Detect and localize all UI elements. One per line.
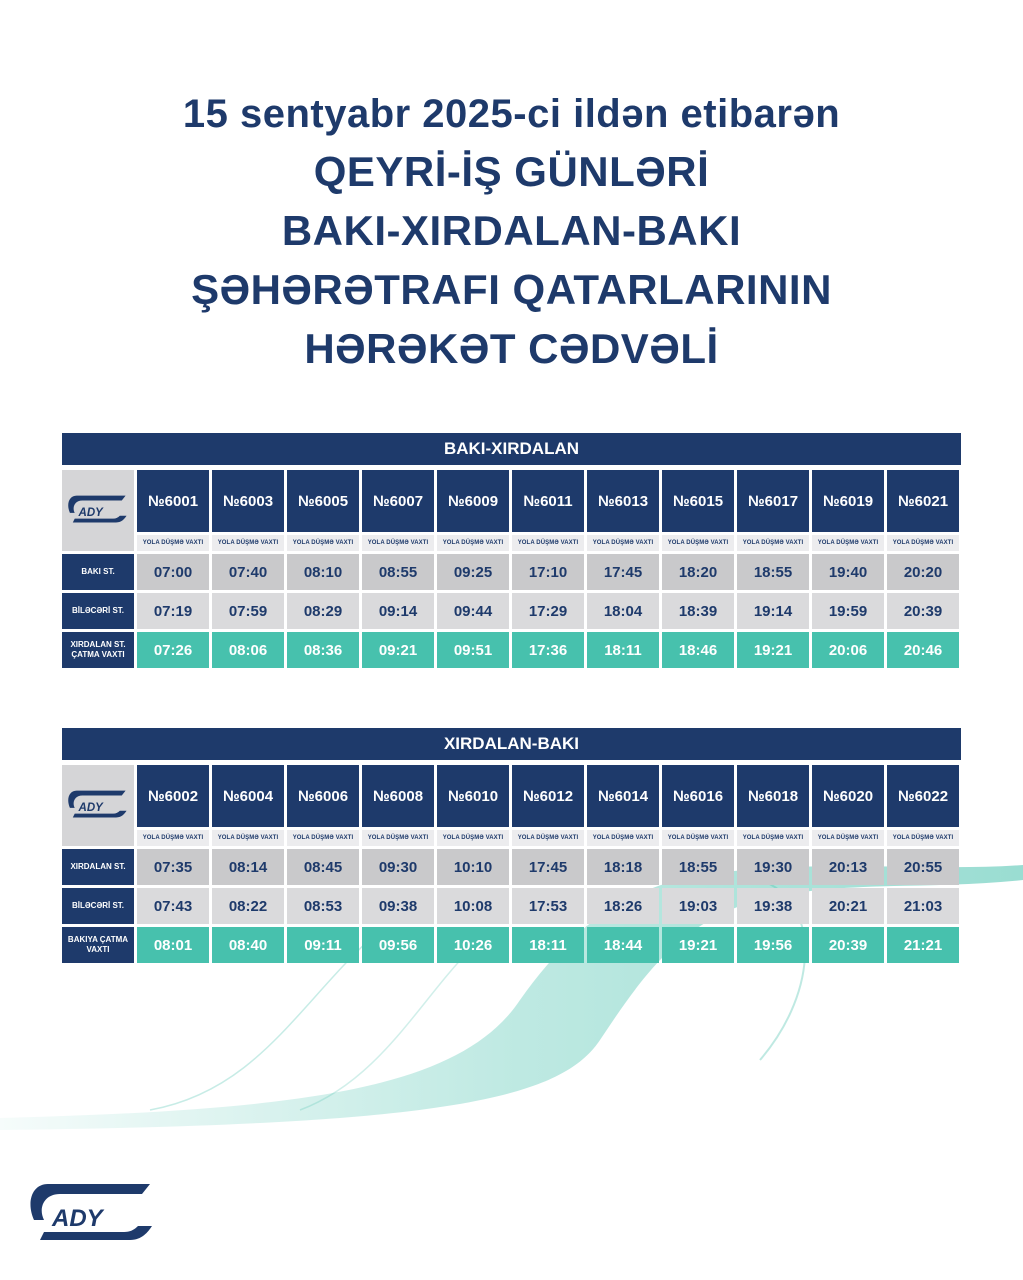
time-cell: 10:26 xyxy=(437,927,509,963)
time-cell: 17:45 xyxy=(587,554,659,590)
time-cell: 19:21 xyxy=(662,927,734,963)
schedule-xirdalan-baki xyxy=(62,728,961,963)
time-cell: 19:40 xyxy=(812,554,884,590)
time-cell: 08:29 xyxy=(287,593,359,629)
time-cell: 10:10 xyxy=(437,849,509,885)
title-days: QEYRİ-İŞ GÜNLƏRİ xyxy=(313,148,710,195)
ady-logo xyxy=(62,470,134,551)
departure-label: YOLA DÜŞMƏ VAXTI xyxy=(212,535,284,551)
train-number: №6013 xyxy=(587,470,659,532)
title-suburban: ŞƏHƏRƏTRAFI QATARLARININ xyxy=(191,266,832,313)
train-number: №6010 xyxy=(437,765,509,827)
train-number: №6003 xyxy=(212,470,284,532)
departure-label: YOLA DÜŞMƏ VAXTI xyxy=(587,830,659,846)
schedule-heading: BAKI-XIRDALAN xyxy=(62,433,961,465)
train-number: №6006 xyxy=(287,765,359,827)
time-cell: 19:21 xyxy=(737,632,809,668)
time-cell: 07:35 xyxy=(137,849,209,885)
departure-label: YOLA DÜŞMƏ VAXTI xyxy=(437,535,509,551)
time-cell: 07:00 xyxy=(137,554,209,590)
schedule-grid xyxy=(62,470,961,668)
train-number: №6002 xyxy=(137,765,209,827)
departure-label: YOLA DÜŞMƏ VAXTI xyxy=(362,830,434,846)
train-number: №6012 xyxy=(512,765,584,827)
title-date: 15 sentyabr 2025-ci ildən etibarən xyxy=(182,92,841,136)
ady-logo-icon xyxy=(30,1180,155,1252)
time-cell: 08:40 xyxy=(212,927,284,963)
train-number: №6007 xyxy=(362,470,434,532)
time-cell: 18:44 xyxy=(587,927,659,963)
ady-logo xyxy=(62,765,134,846)
time-cell: 08:10 xyxy=(287,554,359,590)
train-number: №6004 xyxy=(212,765,284,827)
train-number: №6011 xyxy=(512,470,584,532)
title-block xyxy=(0,86,1023,378)
time-cell: 17:53 xyxy=(512,888,584,924)
time-cell: 07:40 xyxy=(212,554,284,590)
schedule-grid xyxy=(62,765,961,963)
time-cell: 09:51 xyxy=(437,632,509,668)
footer-logo xyxy=(30,1180,155,1257)
time-cell: 21:03 xyxy=(887,888,959,924)
time-cell: 18:46 xyxy=(662,632,734,668)
station-label: XIRDALAN ST. ÇATMA VAXTI xyxy=(62,632,134,668)
time-cell: 17:29 xyxy=(512,593,584,629)
train-number: №6009 xyxy=(437,470,509,532)
departure-label: YOLA DÜŞMƏ VAXTI xyxy=(512,535,584,551)
time-cell: 18:20 xyxy=(662,554,734,590)
train-number: №6005 xyxy=(287,470,359,532)
station-label: BAKIYA ÇATMA VAXTI xyxy=(62,927,134,963)
time-cell: 07:43 xyxy=(137,888,209,924)
departure-label: YOLA DÜŞMƏ VAXTI xyxy=(812,830,884,846)
departure-label: YOLA DÜŞMƏ VAXTI xyxy=(662,535,734,551)
train-number: №6019 xyxy=(812,470,884,532)
ady-logo-icon xyxy=(68,786,128,826)
departure-label: YOLA DÜŞMƏ VAXTI xyxy=(287,830,359,846)
departure-label: YOLA DÜŞMƏ VAXTI xyxy=(812,535,884,551)
time-cell: 20:46 xyxy=(887,632,959,668)
time-cell: 18:26 xyxy=(587,888,659,924)
time-cell: 09:21 xyxy=(362,632,434,668)
departure-label: YOLA DÜŞMƏ VAXTI xyxy=(212,830,284,846)
logo-text: ADY xyxy=(52,1205,103,1232)
time-cell: 18:04 xyxy=(587,593,659,629)
departure-label: YOLA DÜŞMƏ VAXTI xyxy=(437,830,509,846)
title-schedule: HƏRƏKƏT CƏDVƏLİ xyxy=(304,325,719,372)
train-number: №6018 xyxy=(737,765,809,827)
departure-label: YOLA DÜŞMƏ VAXTI xyxy=(362,535,434,551)
train-number: №6015 xyxy=(662,470,734,532)
departure-label: YOLA DÜŞMƏ VAXTI xyxy=(137,830,209,846)
time-cell: 09:11 xyxy=(287,927,359,963)
svg-text:ADY: ADY xyxy=(78,801,103,814)
time-cell: 20:21 xyxy=(812,888,884,924)
train-number: №6020 xyxy=(812,765,884,827)
time-cell: 08:14 xyxy=(212,849,284,885)
time-cell: 07:19 xyxy=(137,593,209,629)
time-cell: 08:55 xyxy=(362,554,434,590)
time-cell: 20:39 xyxy=(812,927,884,963)
time-cell: 08:06 xyxy=(212,632,284,668)
departure-label: YOLA DÜŞMƏ VAXTI xyxy=(887,535,959,551)
time-cell: 19:14 xyxy=(737,593,809,629)
time-cell: 21:21 xyxy=(887,927,959,963)
time-cell: 20:13 xyxy=(812,849,884,885)
time-cell: 09:44 xyxy=(437,593,509,629)
station-label: BAKI ST. xyxy=(62,554,134,590)
time-cell: 10:08 xyxy=(437,888,509,924)
time-cell: 18:55 xyxy=(662,849,734,885)
time-cell: 19:56 xyxy=(737,927,809,963)
train-number: №6017 xyxy=(737,470,809,532)
time-cell: 19:59 xyxy=(812,593,884,629)
time-cell: 07:59 xyxy=(212,593,284,629)
station-label: BİLƏCƏRİ ST. xyxy=(62,593,134,629)
time-cell: 09:38 xyxy=(362,888,434,924)
train-number: №6001 xyxy=(137,470,209,532)
time-cell: 18:11 xyxy=(587,632,659,668)
departure-label: YOLA DÜŞMƏ VAXTI xyxy=(662,830,734,846)
time-cell: 07:26 xyxy=(137,632,209,668)
train-number: №6008 xyxy=(362,765,434,827)
time-cell: 08:36 xyxy=(287,632,359,668)
time-cell: 09:14 xyxy=(362,593,434,629)
departure-label: YOLA DÜŞMƏ VAXTI xyxy=(887,830,959,846)
time-cell: 20:06 xyxy=(812,632,884,668)
station-label: XIRDALAN ST. xyxy=(62,849,134,885)
time-cell: 20:55 xyxy=(887,849,959,885)
time-cell: 20:20 xyxy=(887,554,959,590)
departure-label: YOLA DÜŞMƏ VAXTI xyxy=(737,830,809,846)
time-cell: 09:56 xyxy=(362,927,434,963)
time-cell: 08:45 xyxy=(287,849,359,885)
departure-label: YOLA DÜŞMƏ VAXTI xyxy=(587,535,659,551)
time-cell: 18:39 xyxy=(662,593,734,629)
time-cell: 08:01 xyxy=(137,927,209,963)
train-number: №6022 xyxy=(887,765,959,827)
time-cell: 18:11 xyxy=(512,927,584,963)
time-cell: 18:55 xyxy=(737,554,809,590)
schedule-heading: XIRDALAN-BAKI xyxy=(62,728,961,760)
time-cell: 19:30 xyxy=(737,849,809,885)
time-cell: 17:10 xyxy=(512,554,584,590)
time-cell: 17:45 xyxy=(512,849,584,885)
departure-label: YOLA DÜŞMƏ VAXTI xyxy=(512,830,584,846)
train-number: №6021 xyxy=(887,470,959,532)
title-route: BAKI-XIRDALAN-BAKI xyxy=(281,207,742,254)
time-cell: 08:22 xyxy=(212,888,284,924)
train-number: №6014 xyxy=(587,765,659,827)
ady-logo-icon xyxy=(68,491,128,531)
time-cell: 20:39 xyxy=(887,593,959,629)
station-label: BİLƏCƏRİ ST. xyxy=(62,888,134,924)
time-cell: 19:03 xyxy=(662,888,734,924)
time-cell: 18:18 xyxy=(587,849,659,885)
schedule-baki-xirdalan xyxy=(62,433,961,668)
time-cell: 19:38 xyxy=(737,888,809,924)
time-cell: 08:53 xyxy=(287,888,359,924)
departure-label: YOLA DÜŞMƏ VAXTI xyxy=(287,535,359,551)
departure-label: YOLA DÜŞMƏ VAXTI xyxy=(137,535,209,551)
svg-text:ADY: ADY xyxy=(78,506,103,519)
time-cell: 17:36 xyxy=(512,632,584,668)
time-cell: 09:30 xyxy=(362,849,434,885)
time-cell: 09:25 xyxy=(437,554,509,590)
train-number: №6016 xyxy=(662,765,734,827)
departure-label: YOLA DÜŞMƏ VAXTI xyxy=(737,535,809,551)
